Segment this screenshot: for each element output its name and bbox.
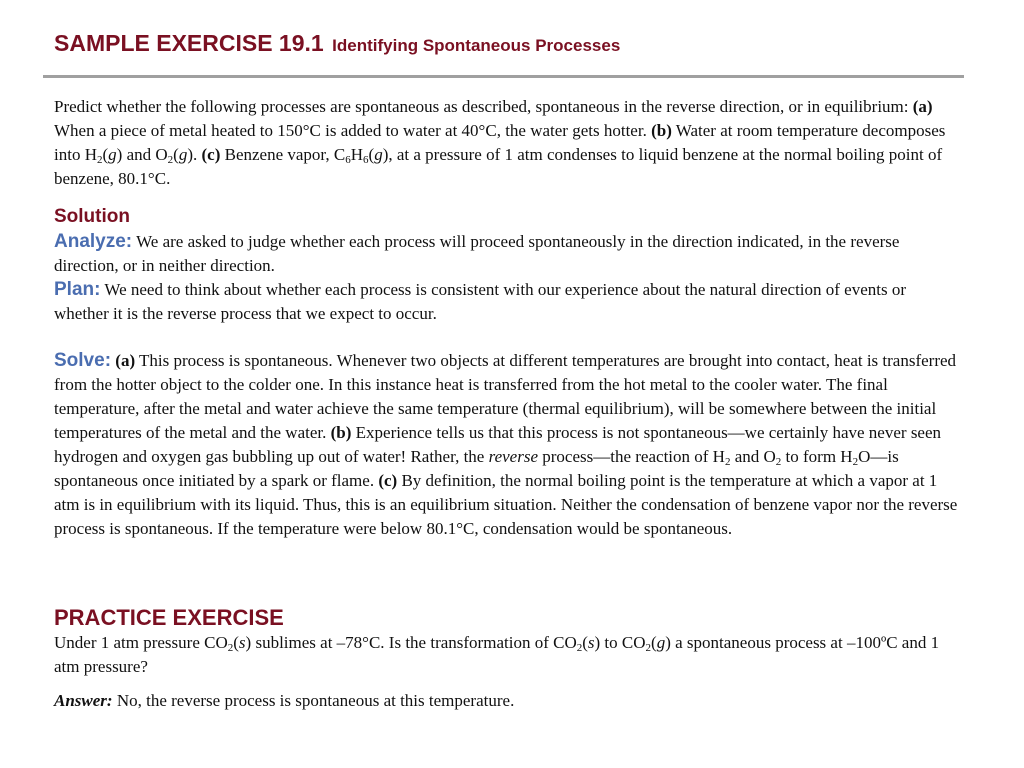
state-symbol: s [587,633,595,652]
state-symbol: g [656,633,666,652]
solve-text-10: By definition, the normal boiling point is the temperature at which a vapor at 1 atm is in equilibrium with its liquid. Thus, this is an equilibrium situation. Neither the condensation of benzene vapor nor the reverse process is spontaneous. If the temperature were below 80.1°C, condensation would be spontaneous. [54,471,958,538]
problem-text-5: ( [102,145,109,164]
problem-text-3: Water at room temperature decomposes into H [54,121,946,164]
exercise-number: SAMPLE EXERCISE 19.1 [54,30,324,56]
plan-label: Plan: [54,279,101,300]
state-symbol: g [178,145,188,164]
part-c-label: (c) [378,471,398,490]
part-b-label: (b) [651,121,672,140]
practice-text-3: ( [233,633,239,652]
practice-question [54,631,959,679]
problem-text-2: When a piece of metal heated to 150°C is added to water at 40°C, the water gets hotter. [54,121,652,140]
subscript: 6 [363,154,369,166]
solve-label: Solve: [54,350,112,371]
solve-text-3: process—the reaction of H [538,447,725,466]
problem-text-12: Benzene vapor, C [220,145,346,164]
problem-text-18: ), at a pressure of 1 atm condenses to liquid benzene at the normal boiling point of benzene, 80.1°C. [54,145,943,188]
practice-text-7: ( [582,633,588,652]
answer-text: No, the reverse process is spontaneous at this temperature. [112,691,515,710]
problem-text-7: ) and O [116,145,168,164]
practice-text-11: ( [651,633,657,652]
subscript: 6 [345,154,351,166]
part-a-label: (a) [912,97,933,116]
subscript: 2 [227,642,234,654]
title-divider [43,75,964,78]
subscript: 2 [645,642,652,654]
solve-text-1: This process is spontaneous. Whenever two objects at different temperatures are brought into contact, heat is transferred from the hotter object to the colder one. In this instance heat is transferred from the hot metal to the cooler water. The final temperature, after the metal and water achieve the same temperature (thermal equilibrium), will be somewhere between the initial temperatures of the metal and the water. [54,351,957,442]
solve-text-2: Experience tells us that this process is not spontaneous—we certainly have never seen hydrogen and oxygen gas bubbling up out of water! Rather, the [54,423,942,466]
page-title [54,30,620,57]
practice-text-13: ) a spontaneous process at –100ºC and 1 atm pressure? [54,633,940,676]
part-b-label: (b) [330,423,352,442]
subscript: 2 [96,154,103,166]
analyze-paragraph [54,230,959,278]
part-c-label: (c) [201,145,221,164]
problem-statement [54,95,959,191]
subscript: 2 [167,154,174,166]
practice-heading: PRACTICE EXERCISE [54,605,284,630]
part-a-label: (a) [115,351,136,370]
analyze-text: We are asked to judge whether each process will proceed spontaneously in the direction indicated, in the reverse direction, or in neither direction. [54,232,900,275]
practice-answer [54,689,959,713]
emphasis-reverse: reverse [488,447,539,466]
solve-text-9: O—is spontaneous once initiated by a spark or flame. [54,447,899,490]
practice-text-5: ) sublimes at –78°C. Is the transformation of CO [245,633,577,652]
plan-text: We need to think about whether each process is consistent with our experience about the natural direction of events or whether it is the reverse process that we expect to occur. [54,280,907,323]
problem-text-11: ). [187,145,202,164]
solve-text-7: to form H [781,447,853,466]
subscript: 2 [852,456,859,468]
solve-paragraph [54,349,959,541]
state-symbol: g [108,145,117,164]
solution-heading: Solution [54,206,130,227]
solve-text-5: and O [730,447,776,466]
subscript: 2 [576,642,583,654]
problem-text-9: ( [173,145,179,164]
practice-text-1: Under 1 atm pressure CO [54,633,228,652]
practice-text-9: ) to CO [594,633,646,652]
problem-text-1: Predict whether the following processes are spontaneous as described, spontaneous in the reverse direction, or in equilibrium: [54,97,913,116]
subscript: 2 [724,456,731,468]
subscript: 2 [775,456,782,468]
problem-text-16: ( [368,145,375,164]
exercise-subtitle: Identifying Spontaneous Processes [332,36,621,55]
state-symbol: g [374,145,383,164]
analyze-label: Analyze: [54,231,133,252]
plan-paragraph [54,278,959,326]
solution-section [54,204,959,326]
problem-text-14: H [350,145,364,164]
state-symbol: s [238,633,246,652]
answer-label: Answer: [54,691,113,710]
practice-section [54,604,959,713]
